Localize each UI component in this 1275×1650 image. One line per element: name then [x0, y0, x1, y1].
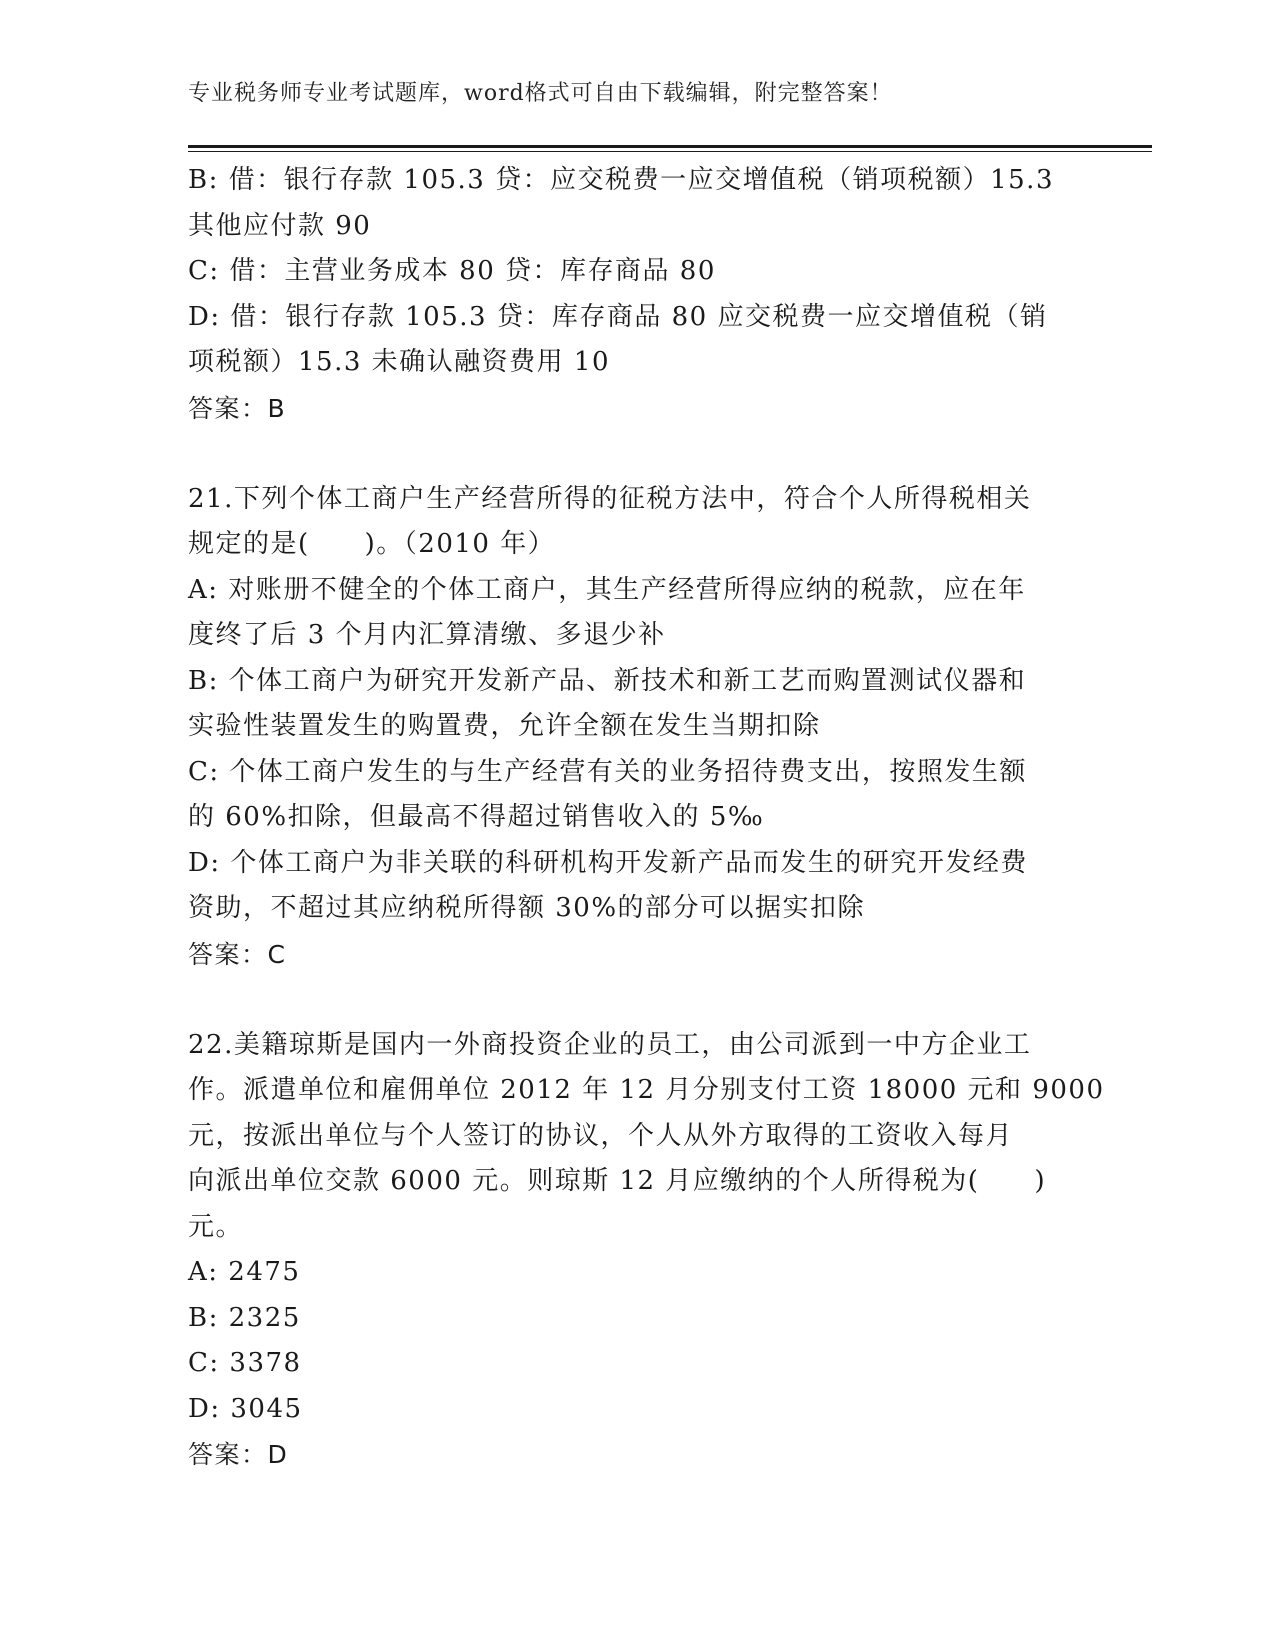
text-line: 规定的是( )。（2010 年）	[188, 529, 556, 559]
text-line: B: 个体工商户为研究开发新产品、新技术和新工艺而购置测试仪器和	[188, 665, 1027, 696]
text-line: 度终了后 3 个月内汇算清缴、多退少补	[188, 620, 666, 650]
text-line: 作。派遣单位和雇佣单位 2012 年 12 月分别支付工资 18000 元和 9000	[188, 1075, 1105, 1105]
text-line: 其他应付款 90	[188, 210, 372, 241]
text-line: B: 借：银行存款 105.3 贷：应交税费一应交增值税（销项税额）15.3	[188, 165, 1054, 195]
paragraph-gap	[188, 431, 1088, 477]
text-line: B: 2325	[188, 1302, 301, 1333]
answer-line: 答案：D	[188, 1440, 289, 1469]
text-line: 元，按派出单位与个人签订的协议，个人从外方取得的工资收入每月	[188, 1120, 1014, 1151]
text-line: 21.下列个体工商户生产经营所得的征税方法中，符合个人所得税相关	[188, 483, 1032, 514]
text-line: D: 借：银行存款 105.3 贷：库存商品 80 应交税费一应交增值税（销	[188, 301, 1048, 332]
document-body	[188, 158, 1105, 1478]
text-line: 22.美籍琼斯是国内一外商投资企业的员工，由公司派到一中方企业工	[188, 1029, 1032, 1060]
header-rule-thin	[188, 151, 1152, 152]
text-line: D: 3045	[188, 1393, 303, 1424]
text-line: C: 个体工商户发生的与生产经营有关的业务招待费支出，按照发生额	[188, 756, 1027, 787]
text-line: C: 借：主营业务成本 80 贷：库存商品 80	[188, 256, 716, 286]
text-line: C: 3378	[188, 1348, 302, 1378]
page-header: 专业税务师专业考试题库，word格式可自由下载编辑，附完整答案！	[188, 81, 893, 106]
text-line: 实验性装置发生的购置费，允许全额在发生当期扣除	[188, 711, 821, 741]
text-line: 项税额）15.3 未确认融资费用 10	[188, 347, 611, 377]
text-line: A: 2475	[188, 1257, 301, 1287]
paragraph-gap	[188, 977, 1088, 1023]
answer-line: 答案：B	[188, 393, 287, 423]
text-line: 资助，不超过其应纳税所得额 30%的部分可以据实扣除	[188, 893, 866, 923]
text-line: A: 对账册不健全的个体工商户，其生产经营所得应纳的税款，应在年	[188, 574, 1026, 605]
text-line: D: 个体工商户为非关联的科研机构开发新产品而发生的研究开发经费	[188, 847, 1028, 878]
answer-line: 答案：C	[188, 939, 287, 969]
text-line: 的 60%扣除，但最高不得超过销售收入的 5‰	[188, 802, 765, 832]
text-line: 元。	[188, 1211, 244, 1242]
text-line: 向派出单位交款 6000 元。则琼斯 12 月应缴纳的个人所得税为( )	[188, 1166, 1047, 1196]
header-rule-thick	[188, 145, 1152, 148]
